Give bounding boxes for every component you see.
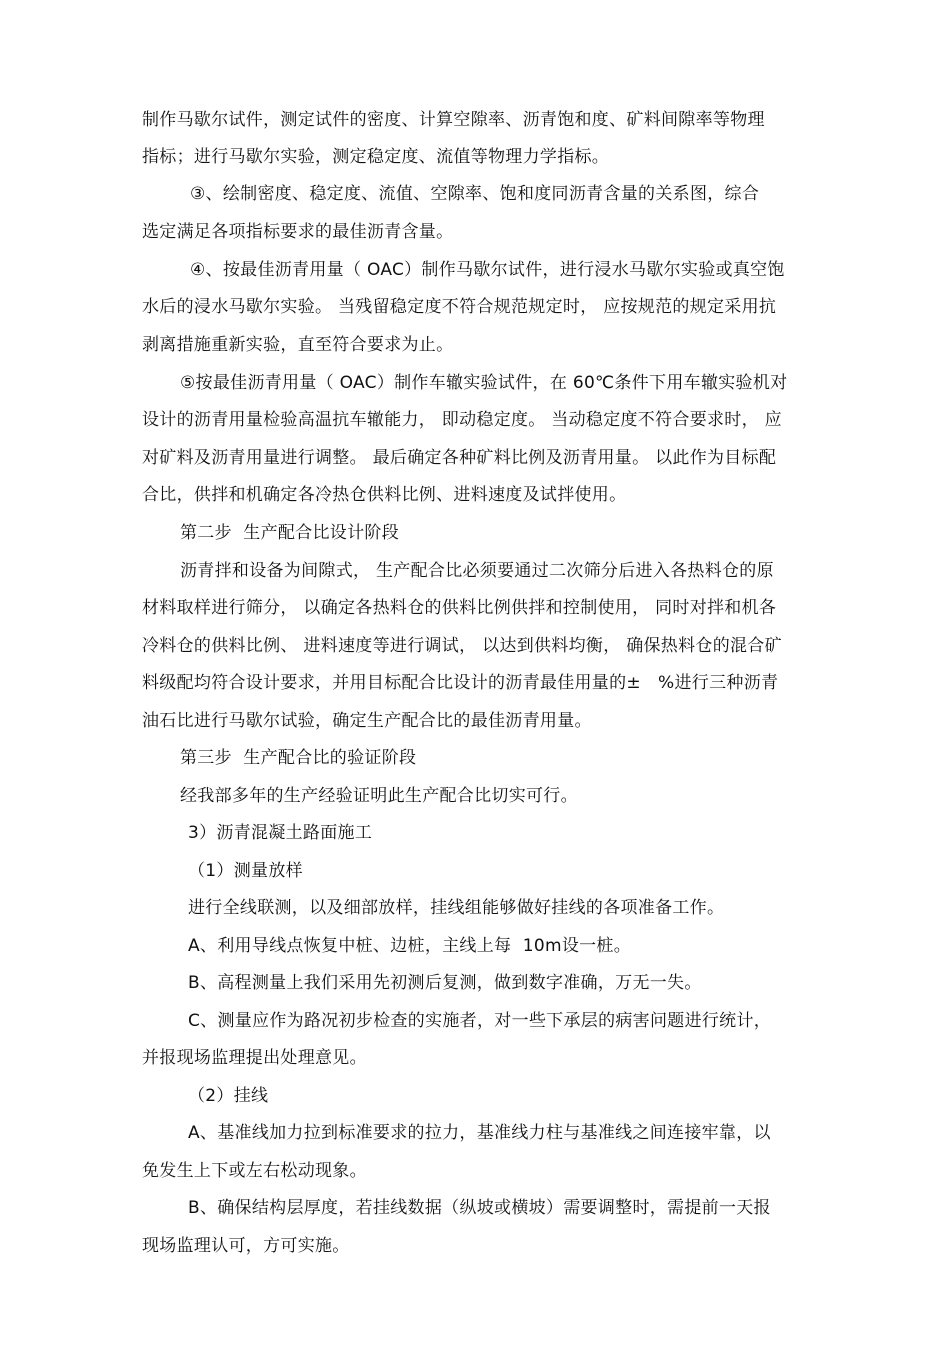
text-line: 油石比进行马歇尔试验，确定生产配合比的最佳沥青用量。 xyxy=(142,711,592,731)
text-line: A、利用导线点恢复中桩、边桩，主线上每 10m设一桩。 xyxy=(188,936,632,956)
text-line: 剥离措施重新实验，直至符合要求为止。 xyxy=(142,335,454,355)
text-line: 制作马歇尔试件，测定试件的密度、计算空隙率、沥青饱和度、矿料间隙率等物理 xyxy=(142,110,765,130)
text-line: C、测量应作为路况初步检查的实施者，对一些下承层的病害问题进行统计， xyxy=(188,1011,772,1031)
text-line: 进行全线联测，以及细部放样，挂线组能够做好挂线的各项准备工作。 xyxy=(188,898,725,918)
text-line: 经我部多年的生产经验证明此生产配合比切实可行。 xyxy=(180,786,578,806)
text-line: 现场监理认可，方可实施。 xyxy=(142,1236,350,1256)
text-line: 合比，供拌和机确定各冷热仓供料比例、进料速度及试拌使用。 xyxy=(142,485,627,505)
text-line: 沥青拌和设备为间隙式， 生产配合比必须要通过二次筛分后进入各热料仓的原 xyxy=(180,561,774,581)
text-line: 选定满足各项指标要求的最佳沥青含量。 xyxy=(142,222,454,242)
text-line: ⑤按最佳沥青用量（ OAC）制作车辙实验试件，在 60℃条件下用车辙实验机对 xyxy=(180,373,788,393)
text-line: ③、绘制密度、稳定度、流值、空隙率、饱和度同沥青含量的关系图，综合 xyxy=(190,184,760,204)
text-line: 水后的浸水马歇尔实验。 当残留稳定度不符合规范规定时， 应按规范的规定采用抗 xyxy=(142,297,777,317)
text-line: 设计的沥青用量检验高温抗车辙能力， 即动稳定度。 当动稳定度不符合要求时， 应 xyxy=(142,410,782,430)
text-line: 对矿料及沥青用量进行调整。 最后确定各种矿料比例及沥青用量。 以此作为目标配 xyxy=(142,448,777,468)
section-heading: （1）测量放样 xyxy=(188,861,303,881)
section-heading: 3）沥青混凝土路面施工 xyxy=(188,823,373,843)
text-line: A、基准线加力拉到标准要求的拉力，基准线力柱与基准线之间连接牢靠，以 xyxy=(188,1123,771,1143)
text-line: ④、按最佳沥青用量（ OAC）制作马歇尔试件，进行浸水马歇尔实验或真空饱 xyxy=(190,260,785,280)
text-line: 并报现场监理提出处理意见。 xyxy=(142,1048,367,1068)
section-heading: 第二步 生产配合比设计阶段 xyxy=(180,523,400,543)
text-line: 冷料仓的供料比例、 进料速度等进行调试， 以达到供料均衡， 确保热料仓的混合矿 xyxy=(142,636,782,656)
text-line: 免发生上下或左右松动现象。 xyxy=(142,1161,367,1181)
text-line: B、确保结构层厚度，若挂线数据（纵坡或横坡）需要调整时，需提前一天报 xyxy=(188,1198,771,1218)
text-line: 材料取样进行筛分， 以确定各热料仓的供料比例供拌和控制使用， 同时对拌和机各 xyxy=(142,598,777,618)
text-line: 料级配均符合设计要求，并用目标配合比设计的沥青最佳用量的± %进行三种沥青 xyxy=(142,673,779,693)
text-line: B、高程测量上我们采用先初测后复测，做到数字准确，万无一失。 xyxy=(188,973,702,993)
section-heading: （2）挂线 xyxy=(188,1086,269,1106)
section-heading: 第三步 生产配合比的验证阶段 xyxy=(180,748,417,768)
text-line: 指标；进行马歇尔实验，测定稳定度、流值等物理力学指标。 xyxy=(142,147,610,167)
